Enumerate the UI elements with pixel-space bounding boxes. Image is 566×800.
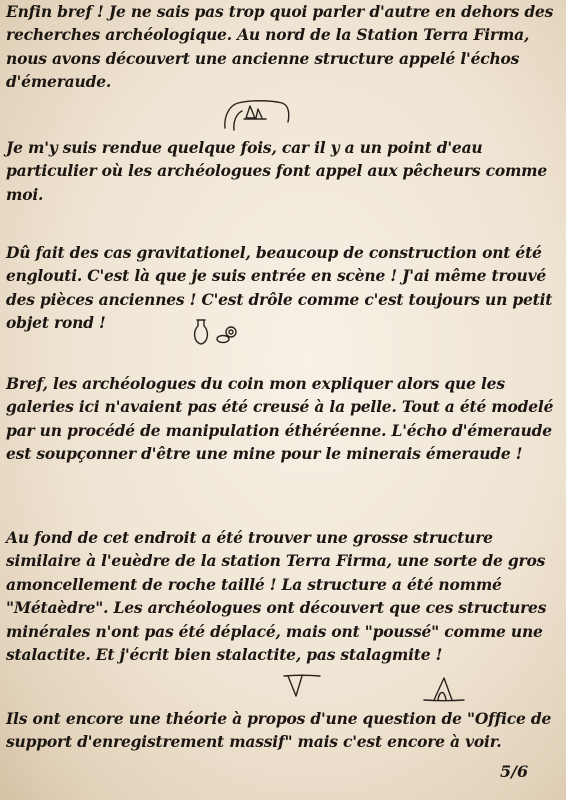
paragraph-3: Dû fait des cas gravitationel, beaucoup de construction ont été englouti. C'est là que je suis entrée en scène ! J'ai même trouvé des pièces anciennes ! C'est drôle comme c'est toujours un petit objet rond ! [6,243,553,333]
paragraph-5: Au fond de cet endroit a été trouver une grosse structure similaire à l'euèdre de la station Terra Firma, une sorte de gros amoncellement de roche taillé ! La structure a été nommé "Métaèdre". Les archéologues ont découvert que ces structures minérales n'ont pas été déplacé, mais ont "poussé" comme une stalactite. Et j'écrit bien stalactite, pas stalagmite ! [6,528,547,665]
vase-icon [192,318,210,346]
paragraph-6: Ils ont encore une théorie à propos d'une question de "Office de support d'enregistrement massif" mais c'est encore à voir. [6,709,552,752]
stalactite-doodle [282,672,322,700]
page-number: 5/6 [500,762,529,781]
paragraph-2: Je m'y suis rendue quelque fois, car il y a un point d'eau particulier où les archéologues font appel aux pêcheurs comme moi. [6,138,548,204]
paragraph-1: Enfin bref ! Je ne sais pas trop quoi parler d'autre en dehors des recherches archéologique. Au nord de la Station Terra Firma, nous avons découvert une ancienne structure appelé l'échos d'émeraude. [6,2,554,92]
coin-icon [212,324,240,346]
emerald-echo-structure-doodle [222,100,292,134]
paragraph-4: Bref, les archéologues du coin mon expliquer alors que les galeries ici n'avaient pas été creusé à la pelle. Tout a été modelé par un procédé de manipulation éthéréenne. L'écho d'émeraude est soupçonner d'être une mine pour le minerais émeraude ! [6,374,554,464]
stalagmite-doodle [422,674,466,704]
